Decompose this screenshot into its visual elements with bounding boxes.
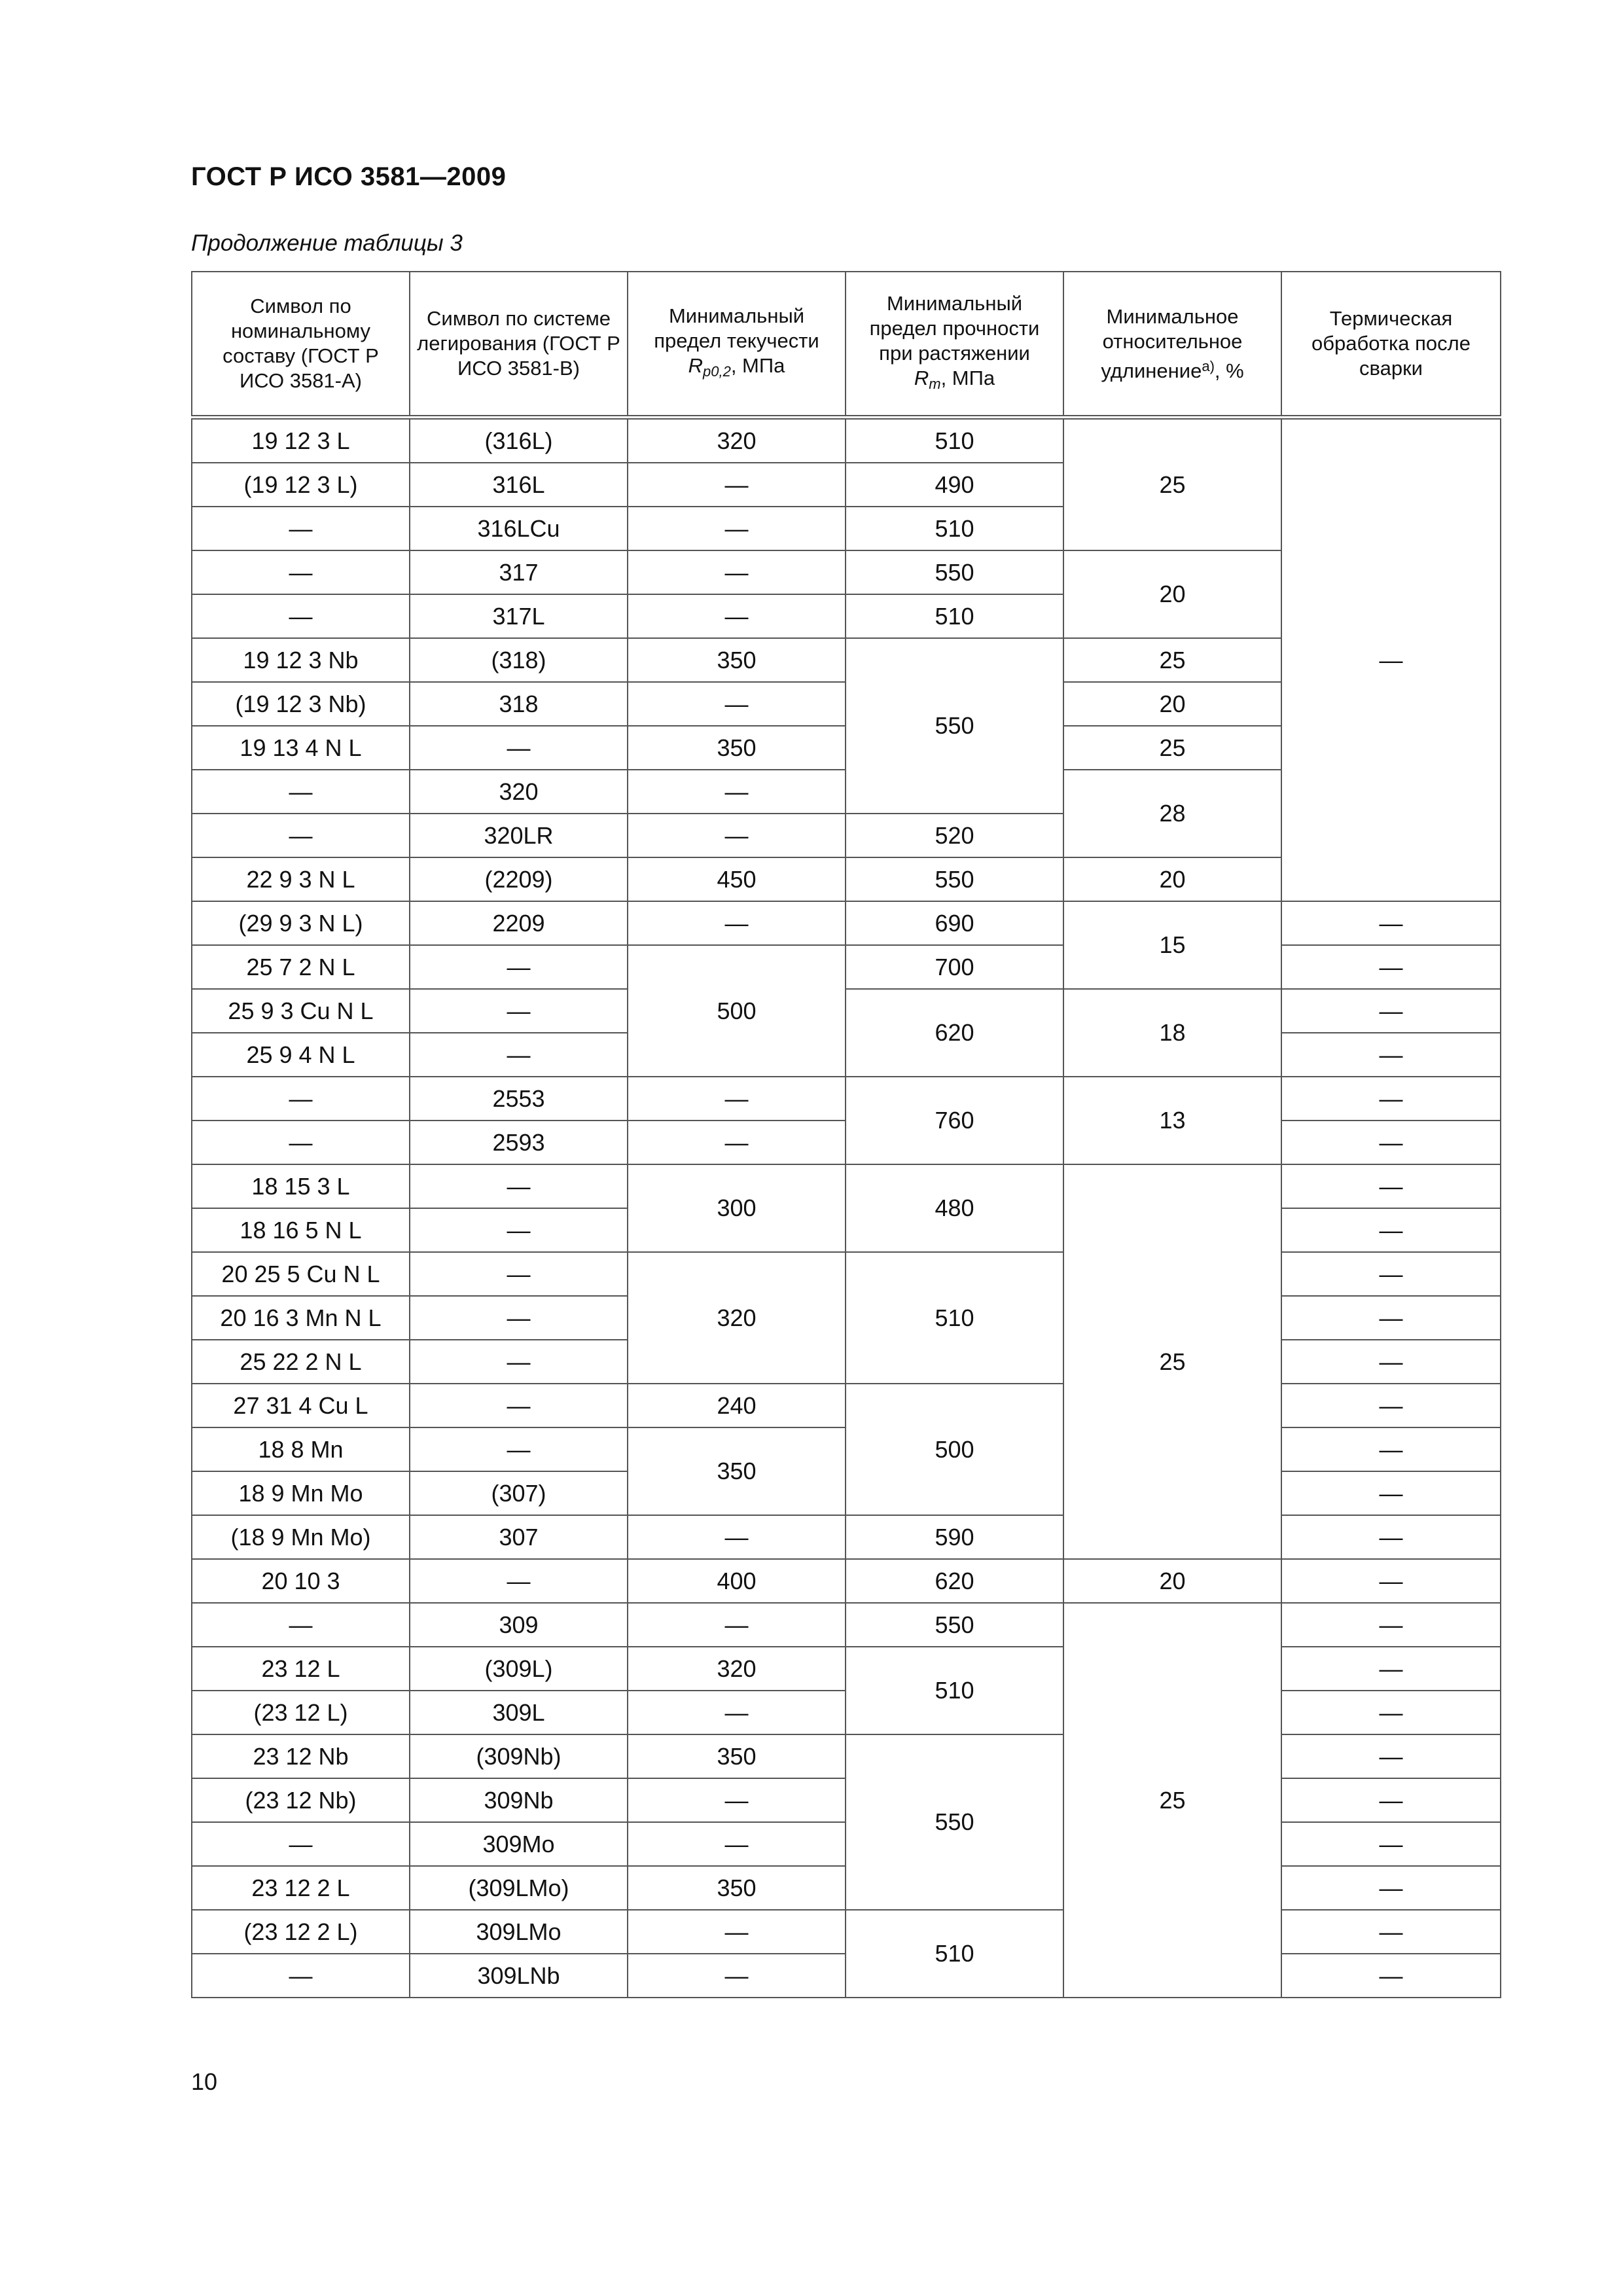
table-cell: 480 bbox=[846, 1164, 1063, 1252]
table-cell: 23 12 Nb bbox=[192, 1734, 410, 1778]
table-cell: — bbox=[192, 1954, 410, 1998]
table-cell: — bbox=[192, 814, 410, 857]
table-cell: 316LCu bbox=[410, 507, 628, 550]
document-title: ГОСТ Р ИСО 3581—2009 bbox=[191, 162, 507, 191]
table-cell: — bbox=[192, 1603, 410, 1647]
table-cell: 400 bbox=[628, 1559, 846, 1603]
table-cell: (19 12 3 L) bbox=[192, 463, 410, 507]
table-cell: — bbox=[192, 507, 410, 550]
table-cell: 27 31 4 Cu L bbox=[192, 1384, 410, 1427]
table-cell: — bbox=[1281, 1208, 1501, 1252]
table-cell: 550 bbox=[846, 1734, 1063, 1910]
table-cell: — bbox=[628, 814, 846, 857]
table-cell: 320LR bbox=[410, 814, 628, 857]
table-cell: 300 bbox=[628, 1164, 846, 1252]
table-cell: — bbox=[1281, 1077, 1501, 1121]
table-cell: 28 bbox=[1063, 770, 1281, 857]
table-cell: 309Nb bbox=[410, 1778, 628, 1822]
table-cell: 520 bbox=[846, 814, 1063, 857]
table-cell: 510 bbox=[846, 418, 1063, 463]
table-cell: — bbox=[1281, 1252, 1501, 1296]
table-cell: — bbox=[628, 1515, 846, 1559]
table-cell: (23 12 Nb) bbox=[192, 1778, 410, 1822]
table-cell: — bbox=[192, 594, 410, 638]
table-row bbox=[192, 989, 1501, 1033]
table-cell: (18 9 Mn Mo) bbox=[192, 1515, 410, 1559]
table-cell: — bbox=[628, 1121, 846, 1164]
table-cell: (2209) bbox=[410, 857, 628, 901]
table-cell: — bbox=[628, 1691, 846, 1734]
table-cell: 307 bbox=[410, 1515, 628, 1559]
table-row bbox=[192, 1384, 1501, 1427]
table-cell: 23 12 2 L bbox=[192, 1866, 410, 1910]
table-cell: — bbox=[410, 1033, 628, 1077]
table-cell: (19 12 3 Nb) bbox=[192, 682, 410, 726]
header-row bbox=[192, 272, 1501, 418]
header-yield-text: Минимальный предел текучести bbox=[654, 304, 819, 352]
table-cell: — bbox=[1281, 989, 1501, 1033]
table-cell: — bbox=[1281, 945, 1501, 989]
table-cell: (307) bbox=[410, 1471, 628, 1515]
table-cell: — bbox=[1281, 1427, 1501, 1471]
table-cell: — bbox=[1281, 1954, 1501, 1998]
page-number: 10 bbox=[191, 2068, 218, 2095]
table-cell: — bbox=[410, 1427, 628, 1471]
table-cell: (316L) bbox=[410, 418, 628, 463]
table-cell: 20 25 5 Cu N L bbox=[192, 1252, 410, 1296]
table-cell: — bbox=[410, 1252, 628, 1296]
table-cell: 18 8 Mn bbox=[192, 1427, 410, 1471]
table-cell: 490 bbox=[846, 463, 1063, 507]
table-cell: 316L bbox=[410, 463, 628, 507]
table-cell: — bbox=[410, 1164, 628, 1208]
table-cell: — bbox=[410, 1296, 628, 1340]
table-cell: 320 bbox=[628, 1252, 846, 1384]
table-cell: — bbox=[192, 1822, 410, 1866]
table-cell: — bbox=[628, 550, 846, 594]
table-cell: — bbox=[192, 1121, 410, 1164]
table-cell: — bbox=[192, 550, 410, 594]
table-cell: 20 bbox=[1063, 1559, 1281, 1603]
table-cell: — bbox=[628, 1822, 846, 1866]
table-row bbox=[192, 1164, 1501, 1208]
table-cell: — bbox=[1281, 1910, 1501, 1954]
table-cell: (318) bbox=[410, 638, 628, 682]
header-yield-unit: , МПа bbox=[730, 353, 785, 377]
table-cell: — bbox=[410, 989, 628, 1033]
table-cell: 25 bbox=[1063, 1603, 1281, 1998]
table-cell: — bbox=[1281, 1296, 1501, 1340]
table-cell: — bbox=[1281, 1647, 1501, 1691]
table-cell: 2209 bbox=[410, 901, 628, 945]
table-cell: 18 bbox=[1063, 989, 1281, 1077]
table-cell: — bbox=[628, 507, 846, 550]
header-tensile-unit: , МПа bbox=[940, 366, 995, 389]
table-cell: 25 bbox=[1063, 726, 1281, 770]
table-cell: 760 bbox=[846, 1077, 1063, 1164]
table-cell: — bbox=[628, 682, 846, 726]
table-cell: — bbox=[628, 1778, 846, 1822]
table-cell: 550 bbox=[846, 550, 1063, 594]
table-cell: 20 bbox=[1063, 857, 1281, 901]
table-row bbox=[192, 901, 1501, 945]
table-cell: 510 bbox=[846, 507, 1063, 550]
table-cell: — bbox=[628, 1603, 846, 1647]
table-cell: 550 bbox=[846, 638, 1063, 814]
table-cell: 590 bbox=[846, 1515, 1063, 1559]
table-cell: — bbox=[1281, 1559, 1501, 1603]
table-cell: 309L bbox=[410, 1691, 628, 1734]
table-cell: 2593 bbox=[410, 1121, 628, 1164]
table-cell: 320 bbox=[628, 1647, 846, 1691]
table-cell: — bbox=[1281, 1603, 1501, 1647]
header-elongation-footnote: a) bbox=[1202, 357, 1215, 374]
table-cell: 320 bbox=[628, 418, 846, 463]
table-cell: 13 bbox=[1063, 1077, 1281, 1164]
table-cell: — bbox=[1281, 1866, 1501, 1910]
table-cell: 317L bbox=[410, 594, 628, 638]
table-row bbox=[192, 418, 1501, 463]
table-cell: 318 bbox=[410, 682, 628, 726]
table-cell: — bbox=[410, 1208, 628, 1252]
table-cell: — bbox=[1281, 1471, 1501, 1515]
table-cell: 240 bbox=[628, 1384, 846, 1427]
table-cell: — bbox=[410, 1340, 628, 1384]
table-cell: — bbox=[628, 770, 846, 814]
table-cell: 19 12 3 Nb bbox=[192, 638, 410, 682]
table-cell: 20 bbox=[1063, 682, 1281, 726]
table-cell: (23 12 L) bbox=[192, 1691, 410, 1734]
table-cell: — bbox=[1281, 1033, 1501, 1077]
table-cell: 550 bbox=[846, 857, 1063, 901]
table-cell: 20 10 3 bbox=[192, 1559, 410, 1603]
table-row bbox=[192, 1559, 1501, 1603]
table-cell: 309LMo bbox=[410, 1910, 628, 1954]
header-tensile-text: Минимальный предел прочности при растяжении bbox=[869, 291, 1040, 365]
table-cell: 620 bbox=[846, 989, 1063, 1077]
table-cell: — bbox=[192, 770, 410, 814]
table-cell: 350 bbox=[628, 1734, 846, 1778]
header-yield-symbol: R bbox=[688, 353, 703, 377]
table-cell: — bbox=[1281, 1691, 1501, 1734]
table-cell: 22 9 3 N L bbox=[192, 857, 410, 901]
table-cell: — bbox=[1281, 1515, 1501, 1559]
table-cell: 700 bbox=[846, 945, 1063, 989]
table-cell: 350 bbox=[628, 1866, 846, 1910]
header-elongation-text: Минимальное относительное удлинение bbox=[1101, 304, 1243, 382]
table-row bbox=[192, 1077, 1501, 1121]
table-caption: Продолжение таблицы 3 bbox=[191, 230, 463, 256]
table-cell: — bbox=[628, 594, 846, 638]
table-cell: 18 16 5 N L bbox=[192, 1208, 410, 1252]
table-cell: 25 bbox=[1063, 418, 1281, 551]
header-composition-symbol: Символ по номинальному составу (ГОСТ Р ИСО 3581-А) bbox=[192, 272, 410, 418]
table-cell: 309LNb bbox=[410, 1954, 628, 1998]
table-cell: 20 bbox=[1063, 550, 1281, 638]
table-cell: 690 bbox=[846, 901, 1063, 945]
table-cell: 2553 bbox=[410, 1077, 628, 1121]
table-cell: 350 bbox=[628, 1427, 846, 1515]
table-cell: 309Mo bbox=[410, 1822, 628, 1866]
table-cell: — bbox=[1281, 1121, 1501, 1164]
properties-table bbox=[191, 271, 1501, 1998]
table-cell: — bbox=[1281, 418, 1501, 902]
table-cell: — bbox=[410, 945, 628, 989]
table-cell: 25 22 2 N L bbox=[192, 1340, 410, 1384]
table-cell: 309 bbox=[410, 1603, 628, 1647]
header-heat-treatment: Термическая обработка после сварки bbox=[1281, 272, 1501, 418]
table-cell: 20 16 3 Mn N L bbox=[192, 1296, 410, 1340]
table-cell: (309LMo) bbox=[410, 1866, 628, 1910]
table-cell: 500 bbox=[846, 1384, 1063, 1515]
table-cell: — bbox=[628, 1910, 846, 1954]
table-cell: 510 bbox=[846, 1910, 1063, 1998]
table-cell: 450 bbox=[628, 857, 846, 901]
table-cell: — bbox=[410, 1559, 628, 1603]
table-row bbox=[192, 1603, 1501, 1647]
table-cell: 550 bbox=[846, 1603, 1063, 1647]
table-cell: 500 bbox=[628, 945, 846, 1077]
table-cell: 23 12 L bbox=[192, 1647, 410, 1691]
table-row bbox=[192, 1647, 1501, 1691]
table-cell: — bbox=[628, 901, 846, 945]
table-cell: (29 9 3 N L) bbox=[192, 901, 410, 945]
table-cell: 350 bbox=[628, 638, 846, 682]
table-cell: (23 12 2 L) bbox=[192, 1910, 410, 1954]
table-cell: 18 9 Mn Mo bbox=[192, 1471, 410, 1515]
table-cell: 18 15 3 L bbox=[192, 1164, 410, 1208]
table-cell: 350 bbox=[628, 726, 846, 770]
table-cell: — bbox=[1281, 1734, 1501, 1778]
table-cell: — bbox=[192, 1077, 410, 1121]
table-cell: — bbox=[1281, 1340, 1501, 1384]
table-cell: 19 13 4 N L bbox=[192, 726, 410, 770]
table-cell: — bbox=[410, 1384, 628, 1427]
table-cell: — bbox=[628, 1954, 846, 1998]
header-alloy-symbol: Символ по системе легирования (ГОСТ Р ИСО 3581-В) bbox=[410, 272, 628, 418]
table-cell: 25 bbox=[1063, 1164, 1281, 1559]
table-cell: — bbox=[1281, 901, 1501, 945]
header-tensile-strength bbox=[846, 272, 1063, 418]
table-cell: — bbox=[1281, 1384, 1501, 1427]
table-cell: 25 9 4 N L bbox=[192, 1033, 410, 1077]
table-cell: 25 bbox=[1063, 638, 1281, 682]
header-yield-strength bbox=[628, 272, 846, 418]
table-cell: — bbox=[410, 726, 628, 770]
table-row bbox=[192, 1910, 1501, 1954]
table-cell: 25 9 3 Cu N L bbox=[192, 989, 410, 1033]
table-cell: 510 bbox=[846, 1647, 1063, 1734]
table-cell: 320 bbox=[410, 770, 628, 814]
table-cell: — bbox=[1281, 1822, 1501, 1866]
table-cell: 19 12 3 L bbox=[192, 418, 410, 463]
header-tensile-symbol: R bbox=[914, 366, 929, 389]
table-cell: 510 bbox=[846, 1252, 1063, 1384]
header-elongation-unit: , % bbox=[1214, 359, 1244, 382]
table-cell: 510 bbox=[846, 594, 1063, 638]
table-cell: — bbox=[628, 463, 846, 507]
table-cell: 25 7 2 N L bbox=[192, 945, 410, 989]
table-cell: 620 bbox=[846, 1559, 1063, 1603]
table-row bbox=[192, 1734, 1501, 1778]
header-yield-subscript: p0,2 bbox=[702, 363, 731, 380]
table-cell: — bbox=[1281, 1778, 1501, 1822]
table-cell: — bbox=[628, 1077, 846, 1121]
table-cell: 317 bbox=[410, 550, 628, 594]
table-row bbox=[192, 1515, 1501, 1559]
table-row bbox=[192, 1252, 1501, 1296]
table-cell: — bbox=[1281, 1164, 1501, 1208]
header-tensile-subscript: m bbox=[929, 375, 941, 392]
table-row bbox=[192, 945, 1501, 989]
table-cell: (309L) bbox=[410, 1647, 628, 1691]
header-elongation bbox=[1063, 272, 1281, 418]
table-cell: 15 bbox=[1063, 901, 1281, 989]
table-cell: (309Nb) bbox=[410, 1734, 628, 1778]
